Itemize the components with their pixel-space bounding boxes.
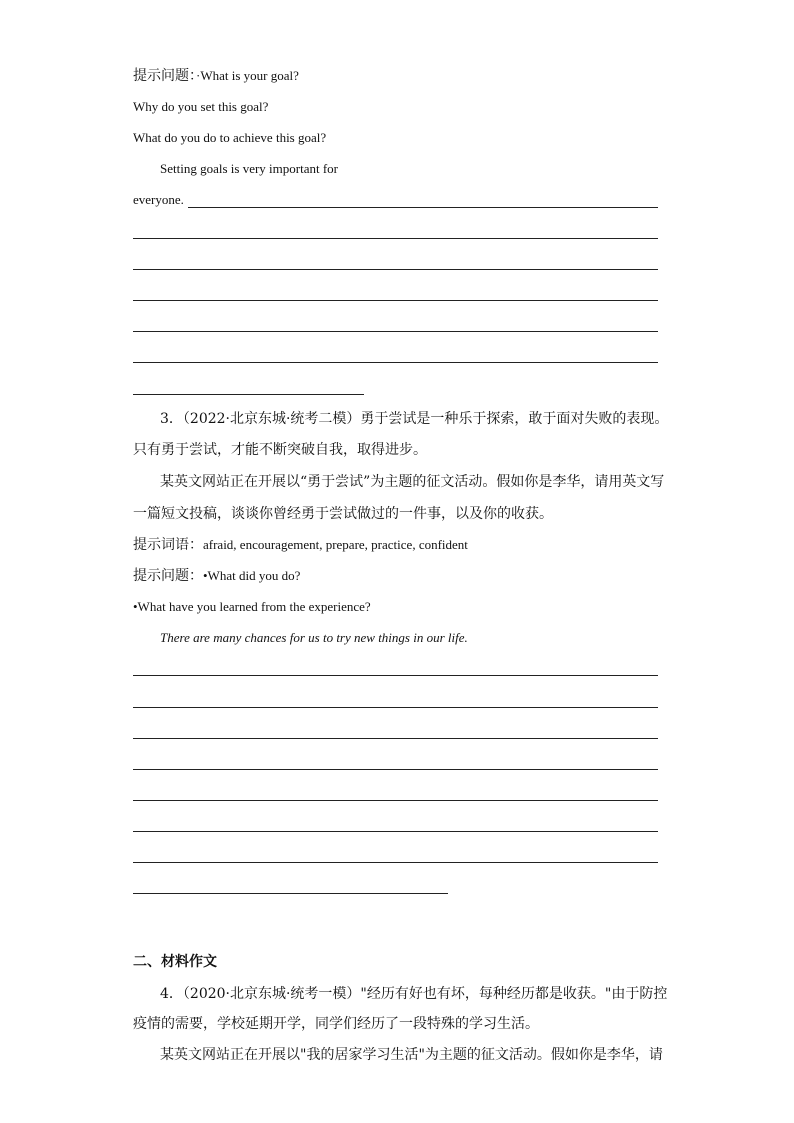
q2-prompt-questions-label: 提示问题： <box>133 69 196 84</box>
q2-prompt-question-2: Why do you set this goal? <box>133 99 269 114</box>
q3-task-line-1: 某英文网站正在开展以“勇于尝试”为主题的征文活动。假如你是李华，请用英文写 <box>160 474 665 490</box>
q3-answer-line-3[interactable] <box>133 738 658 739</box>
q2-prompt-questions-line <box>133 68 299 86</box>
q2-answer-line-1[interactable] <box>188 207 658 208</box>
q3-answer-line-7[interactable] <box>133 862 658 863</box>
q3-answer-line-1[interactable] <box>133 675 658 676</box>
q2-answer-line-4[interactable] <box>133 300 658 301</box>
q2-answer-line-7[interactable] <box>133 394 364 395</box>
q3-answer-line-4[interactable] <box>133 769 658 770</box>
q2-opening-line-1: Setting goals is very important for <box>160 161 339 176</box>
q3-answer-line-6[interactable] <box>133 831 658 832</box>
q3-prompt-questions-label: 提示问题： <box>133 569 203 584</box>
q3-prompt-words: afraid, encouragement, prepare, practice, confident <box>203 537 468 552</box>
q3-header-line-1: 3．（2022·北京东城·统考二模）勇于尝试是一种乐于探索，敢于面对失败的表现。 <box>160 411 669 427</box>
q3-answer-line-2[interactable] <box>133 707 658 708</box>
q3-opening-sentence: There are many chances for us to try new things in our life. <box>160 630 468 645</box>
q4-header-line-1: 4．（2020·北京东城·统考一模）"经历有好也有坏，每种经历都是收获。"由于防控 <box>160 986 668 1002</box>
q2-opening-line-2 <box>133 192 184 208</box>
q2-prompt-question-3: What do you do to achieve this goal? <box>133 130 327 145</box>
q3-header-line-2: 只有勇于尝试，才能不断突破自我，取得进步。 <box>133 442 427 458</box>
q2-opening-word: everyone. <box>133 192 184 207</box>
q3-prompt-question-2: •What have you learned from the experience? <box>133 599 371 614</box>
q3-answer-line-8[interactable] <box>133 893 448 894</box>
q3-task-line-2: 一篇短文投稿，谈谈你曾经勇于尝试做过的一件事，以及你的收获。 <box>133 506 553 522</box>
q3-prompt-question-1: •What did you do? <box>203 568 301 583</box>
q2-answer-line-2[interactable] <box>133 238 658 239</box>
q2-prompt-question-1: ·What is your goal? <box>196 68 299 83</box>
q2-answer-line-5[interactable] <box>133 331 658 332</box>
q3-prompt-words-label: 提示词语： <box>133 538 203 553</box>
q3-prompt-questions-line <box>133 568 300 586</box>
q4-header-line-2: 疫情的需要，学校延期开学，同学们经历了一段特殊的学习生活。 <box>133 1016 539 1032</box>
q4-task-line-1: 某英文网站正在开展以"我的居家学习生活"为主题的征文活动。假如你是李华，请 <box>160 1047 663 1063</box>
q2-answer-line-6[interactable] <box>133 362 658 363</box>
q2-answer-line-3[interactable] <box>133 269 658 270</box>
q3-answer-line-5[interactable] <box>133 800 658 801</box>
q3-prompt-words-line <box>133 537 468 555</box>
section-heading: 二、材料作文 <box>133 954 217 970</box>
